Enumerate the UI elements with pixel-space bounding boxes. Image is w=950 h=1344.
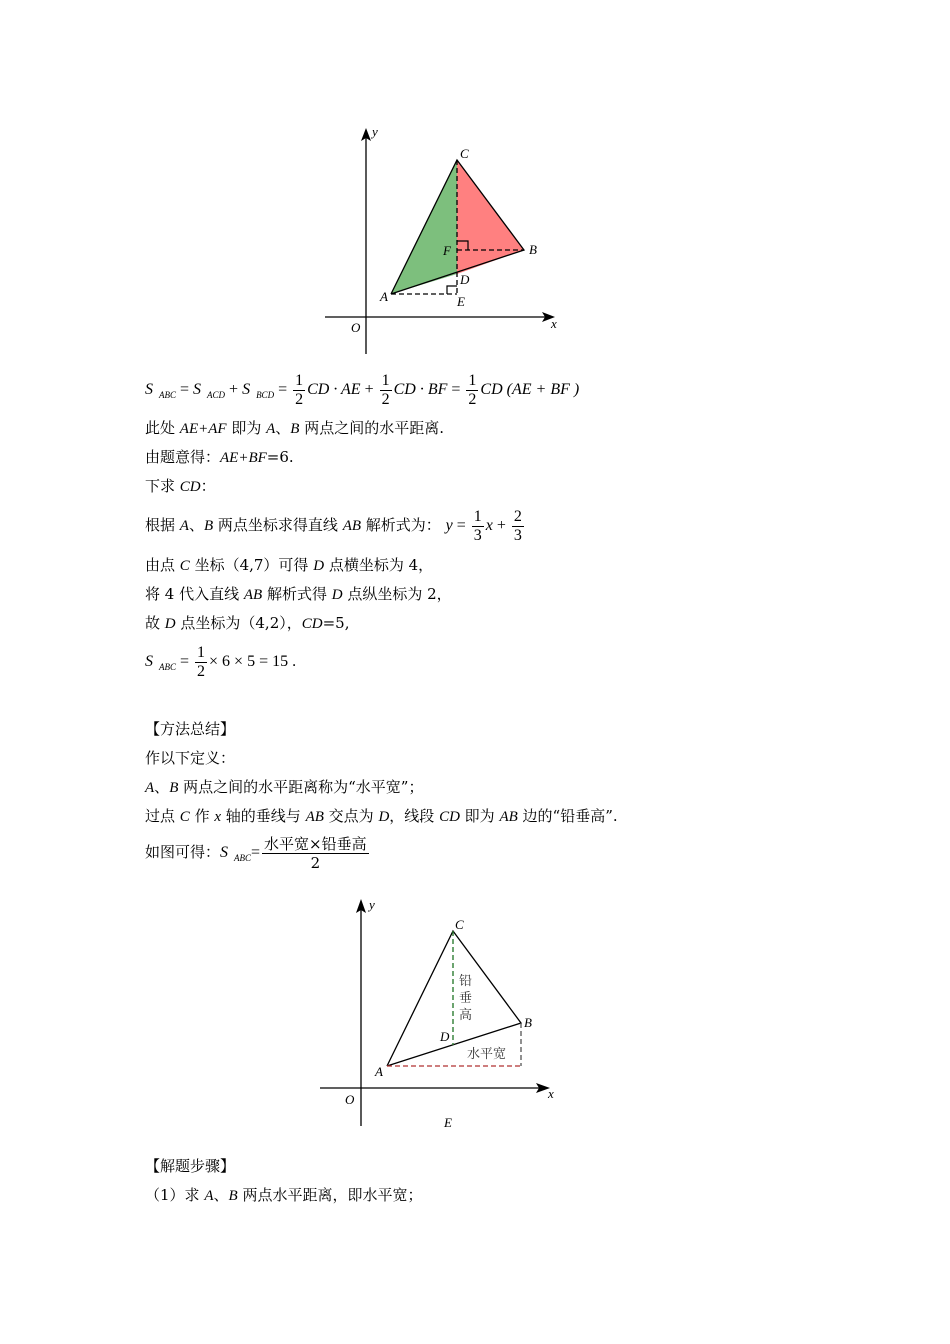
text-line-d-x: 由点 C 坐标（4,7）可得 D 点横坐标为 4， bbox=[145, 556, 434, 574]
text-line-d-y: 将 4 代入直线 AB 解析式得 D 点纵坐标为 2， bbox=[145, 585, 452, 603]
text-line-ab-equation: 根据 A、B 两点坐标求得直线 AB 解析式为： y = $\frac{1}{3}$ x + $\frac{2}{3}$ bbox=[145, 508, 522, 544]
text-line-area-formula: 如图可得：S $_{ABC}$= $\frac{\text{水平宽×铅垂高}}{2}$ bbox=[145, 835, 367, 872]
svg-text:水平宽: 水平宽 bbox=[467, 1047, 507, 1062]
svg-text:O: O bbox=[351, 320, 361, 335]
svg-text:D: D bbox=[460, 272, 470, 287]
figure-horizontal-width-vertical-height bbox=[310, 890, 570, 1140]
region-bcd bbox=[457, 160, 524, 274]
svg-text:垂: 垂 bbox=[459, 991, 473, 1006]
svg-text:E: E bbox=[444, 1115, 452, 1130]
svg-text:O: O bbox=[345, 1092, 355, 1107]
svg-text:y: y bbox=[372, 124, 378, 139]
text-line-find-cd: 下求 CD： bbox=[145, 477, 216, 495]
figure-triangle-split bbox=[320, 120, 570, 360]
svg-text:A: A bbox=[375, 1064, 383, 1079]
svg-text:铅: 铅 bbox=[459, 974, 473, 989]
svg-text:E: E bbox=[457, 294, 465, 309]
text-line-horizontal-distance: 此处 AE+AF 即为 A、B 两点之间的水平距离. bbox=[145, 419, 445, 437]
heading-solution-steps: 【解题步骤】 bbox=[145, 1157, 236, 1175]
text-line-d-coords: 故 D 点坐标为（4,2），CD=5, bbox=[145, 614, 350, 632]
svg-text:B: B bbox=[524, 1015, 532, 1030]
svg-text:A: A bbox=[380, 289, 388, 304]
svg-text:x: x bbox=[551, 316, 557, 331]
text-line-step-1: （1）求 A、B 两点水平距离，即水平宽； bbox=[145, 1186, 423, 1204]
svg-text:F: F bbox=[443, 243, 451, 258]
area-decomposition-formula: S $_{ABC}$ = S $_{ACD}$ + S $_{BCD}$ = $\frac{1}{2}$ CD · AE + $\frac{1}{2}$ CD · BF = $\frac{1}{2}$ CD (AE + BF ) bbox=[145, 372, 580, 408]
svg-text:B: B bbox=[529, 242, 537, 257]
svg-text:x: x bbox=[548, 1086, 554, 1101]
area-result-formula: S $_{ABC}$ = $\frac{1}{2}$ × 6 × 5 = 15 . bbox=[145, 644, 297, 680]
svg-text:D: D bbox=[440, 1029, 450, 1044]
text-line-horizontal-width-def: A、B 两点之间的水平距离称为“水平宽”； bbox=[145, 778, 424, 796]
text-line-given: 由题意得：AE+BF=6. bbox=[145, 448, 294, 466]
svg-text:高: 高 bbox=[459, 1008, 473, 1023]
svg-text:y: y bbox=[369, 897, 375, 912]
text-line-definitions: 作以下定义： bbox=[145, 749, 236, 767]
text-line-vertical-height-def: 过点 C 作 x 轴的垂线与 AB 交点为 D，线段 CD 即为 AB 边的“铅垂高”. bbox=[145, 807, 618, 825]
heading-method-summary: 【方法总结】 bbox=[145, 720, 236, 738]
svg-text:C: C bbox=[460, 146, 469, 161]
svg-text:C: C bbox=[455, 917, 464, 932]
